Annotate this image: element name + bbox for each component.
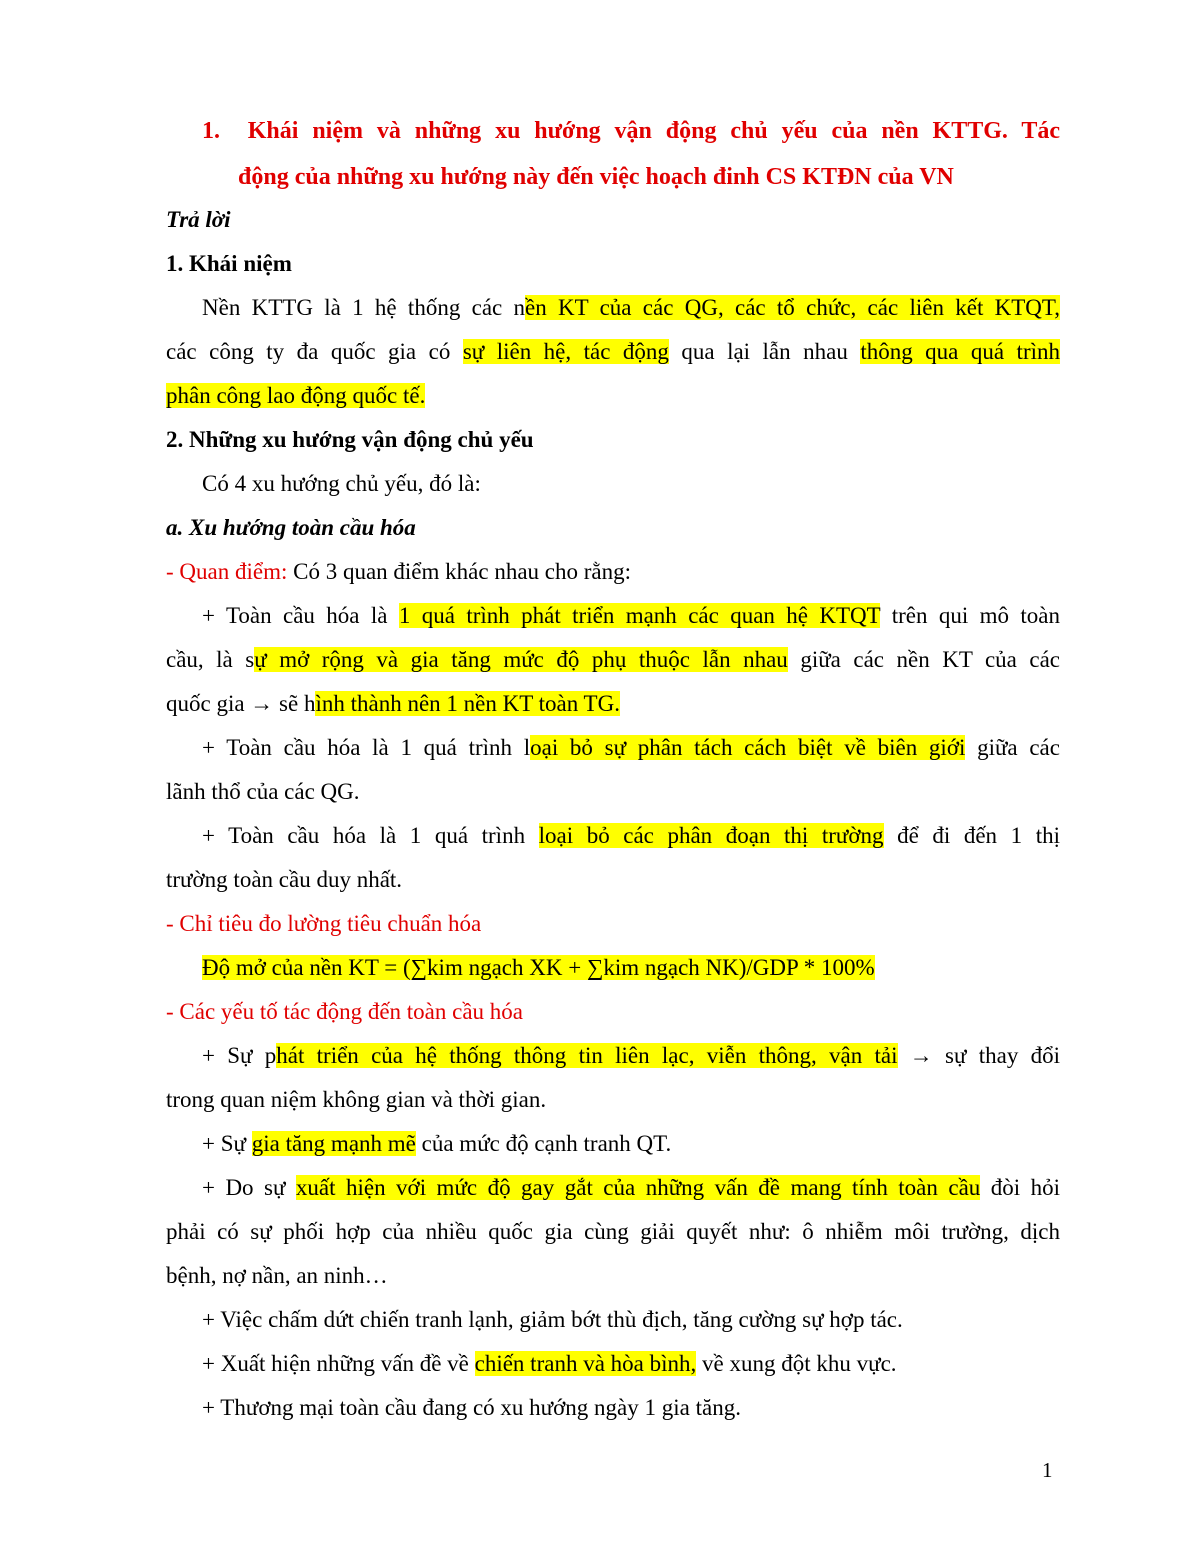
f5-text: về xung đột khu vực. (696, 1351, 897, 1376)
p1-highlight: ền KT của các QG, các tổ chức, các liên kết KTQT, (525, 295, 1060, 320)
page-number: 1 (1042, 1458, 1053, 1482)
f5-line (166, 1342, 1060, 1386)
viewpoint-text: Có 3 quan điểm khác nhau cho rằng: (287, 559, 631, 584)
f1-text: + Sự p (202, 1043, 277, 1068)
v1-text: + Toàn cầu hóa là (202, 603, 399, 628)
v3-highlight: loại bỏ các phân đoạn thị trường (538, 823, 884, 848)
p1-line-1 (166, 286, 1060, 330)
section-2-heading: 2. Những xu hướng vận động chủ yếu (166, 427, 534, 452)
title-text-2: động của những xu hướng này đến việc hoạch đinh CS KTĐN của VN (238, 164, 954, 190)
f4-line: + Việc chấm dứt chiến tranh lạnh, giảm bớt thù địch, tăng cường sự hợp tác. (202, 1307, 903, 1332)
v2-text: + Toàn cầu hóa là 1 quá trình l (202, 735, 531, 760)
section-2-intro: Có 4 xu hướng chủ yếu, đó là: (202, 471, 481, 496)
answer-label: Trả lời (166, 207, 231, 232)
p1-line-3 (166, 374, 1060, 418)
v2-line-1 (166, 726, 1060, 770)
section-1-heading: 1. Khái niệm (166, 251, 292, 276)
f3-line-2: phải có sự phối hợp của nhiều quốc gia cùng giải quyết như: ô nhiễm môi trường, dịch (166, 1219, 1060, 1244)
v1-line-1 (166, 594, 1060, 638)
viewpoint-line (166, 550, 1060, 594)
p1-highlight: sự liên hệ, tác động (462, 339, 669, 364)
v1-line-3 (166, 682, 1060, 726)
factors-heading: - Các yếu tố tác động đến toàn cầu hóa (166, 999, 524, 1024)
p1-text: Nền KTTG là 1 hệ thống các n (202, 295, 526, 320)
title-text-1: Khái niệm và những xu hướng vận động chủ yếu của nền KTTG. Tác (247, 118, 1061, 144)
f5-highlight: chiến tranh và hòa bình, (474, 1351, 697, 1376)
subsection-a-heading: a. Xu hướng toàn cầu hóa (166, 515, 416, 540)
v3-line-2: trường toàn cầu duy nhất. (166, 867, 403, 892)
title-line-1 (166, 108, 1060, 152)
f3-highlight: xuất hiện với mức độ gay gắt của những vấn đề mang tính toàn cầu (295, 1175, 981, 1200)
p1-text: các công ty đa quốc gia có (166, 339, 463, 364)
f5-text: + Xuất hiện những vấn đề về (202, 1351, 475, 1376)
v3-line-1 (166, 814, 1060, 858)
v1-text: giữa các nền KT của các (787, 647, 1061, 672)
v1-text: trên qui mô toàn (880, 603, 1060, 628)
f2-highlight: gia tăng mạnh mẽ (251, 1131, 416, 1156)
v1-text: quốc gia → sẽ h (166, 691, 316, 716)
p1-text: qua lại lẫn nhau (668, 339, 861, 364)
f2-text: + Sự (202, 1131, 252, 1156)
f2-line (166, 1122, 1060, 1166)
v2-highlight: oại bỏ sự phân tách cách biệt về biên giới (530, 735, 966, 760)
v2-text: giữa các (965, 735, 1060, 760)
f1-text: → sự thay đổi (897, 1043, 1061, 1068)
v1-text: cầu, là s (166, 647, 255, 672)
f3-text: + Do sự (202, 1175, 296, 1200)
f1-line-1 (166, 1034, 1060, 1078)
formula-line (166, 946, 1060, 990)
v1-line-2 (166, 638, 1060, 682)
formula-highlight: Độ mở của nền KT = (∑kim ngạch XK + ∑kim ngạch NK)/GDP * 100% (202, 955, 875, 980)
v3-text: để đi đến 1 thị (883, 823, 1060, 848)
f3-text: đòi hỏi (980, 1175, 1060, 1200)
title-line-2 (166, 154, 1060, 198)
v1-highlight: ình thành nên 1 nền KT toàn TG. (315, 691, 620, 716)
f1-highlight: hát triển của hệ thống thông tin liên lạc, viễn thông, vận tải (276, 1043, 898, 1068)
v2-line-2: lãnh thổ của các QG. (166, 779, 360, 804)
measure-heading: - Chỉ tiêu đo lường tiêu chuẩn hóa (166, 911, 482, 936)
v3-text: + Toàn cầu hóa là 1 quá trình (202, 823, 539, 848)
v1-highlight: ự mở rộng và gia tăng mức độ phụ thuộc lẫn nhau (254, 647, 788, 672)
title-number: 1. (202, 118, 220, 144)
p1-highlight: phân công lao động quốc tế. (166, 383, 426, 408)
f3-line-3: bệnh, nợ nần, an ninh… (166, 1263, 388, 1288)
f6-line: + Thương mại toàn cầu đang có xu hướng ngày 1 gia tăng. (202, 1395, 741, 1420)
document-page (166, 108, 1060, 1430)
p1-line-2 (166, 330, 1060, 374)
p1-highlight: thông qua quá trình (860, 339, 1060, 364)
v1-highlight: 1 quá trình phát triển mạnh các quan hệ KTQT (398, 603, 881, 628)
f2-text: của mức độ cạnh tranh QT. (415, 1131, 672, 1156)
f3-line-1 (166, 1166, 1060, 1210)
viewpoint-label: - Quan điểm: (166, 559, 288, 584)
f1-line-2: trong quan niệm không gian và thời gian. (166, 1087, 547, 1112)
